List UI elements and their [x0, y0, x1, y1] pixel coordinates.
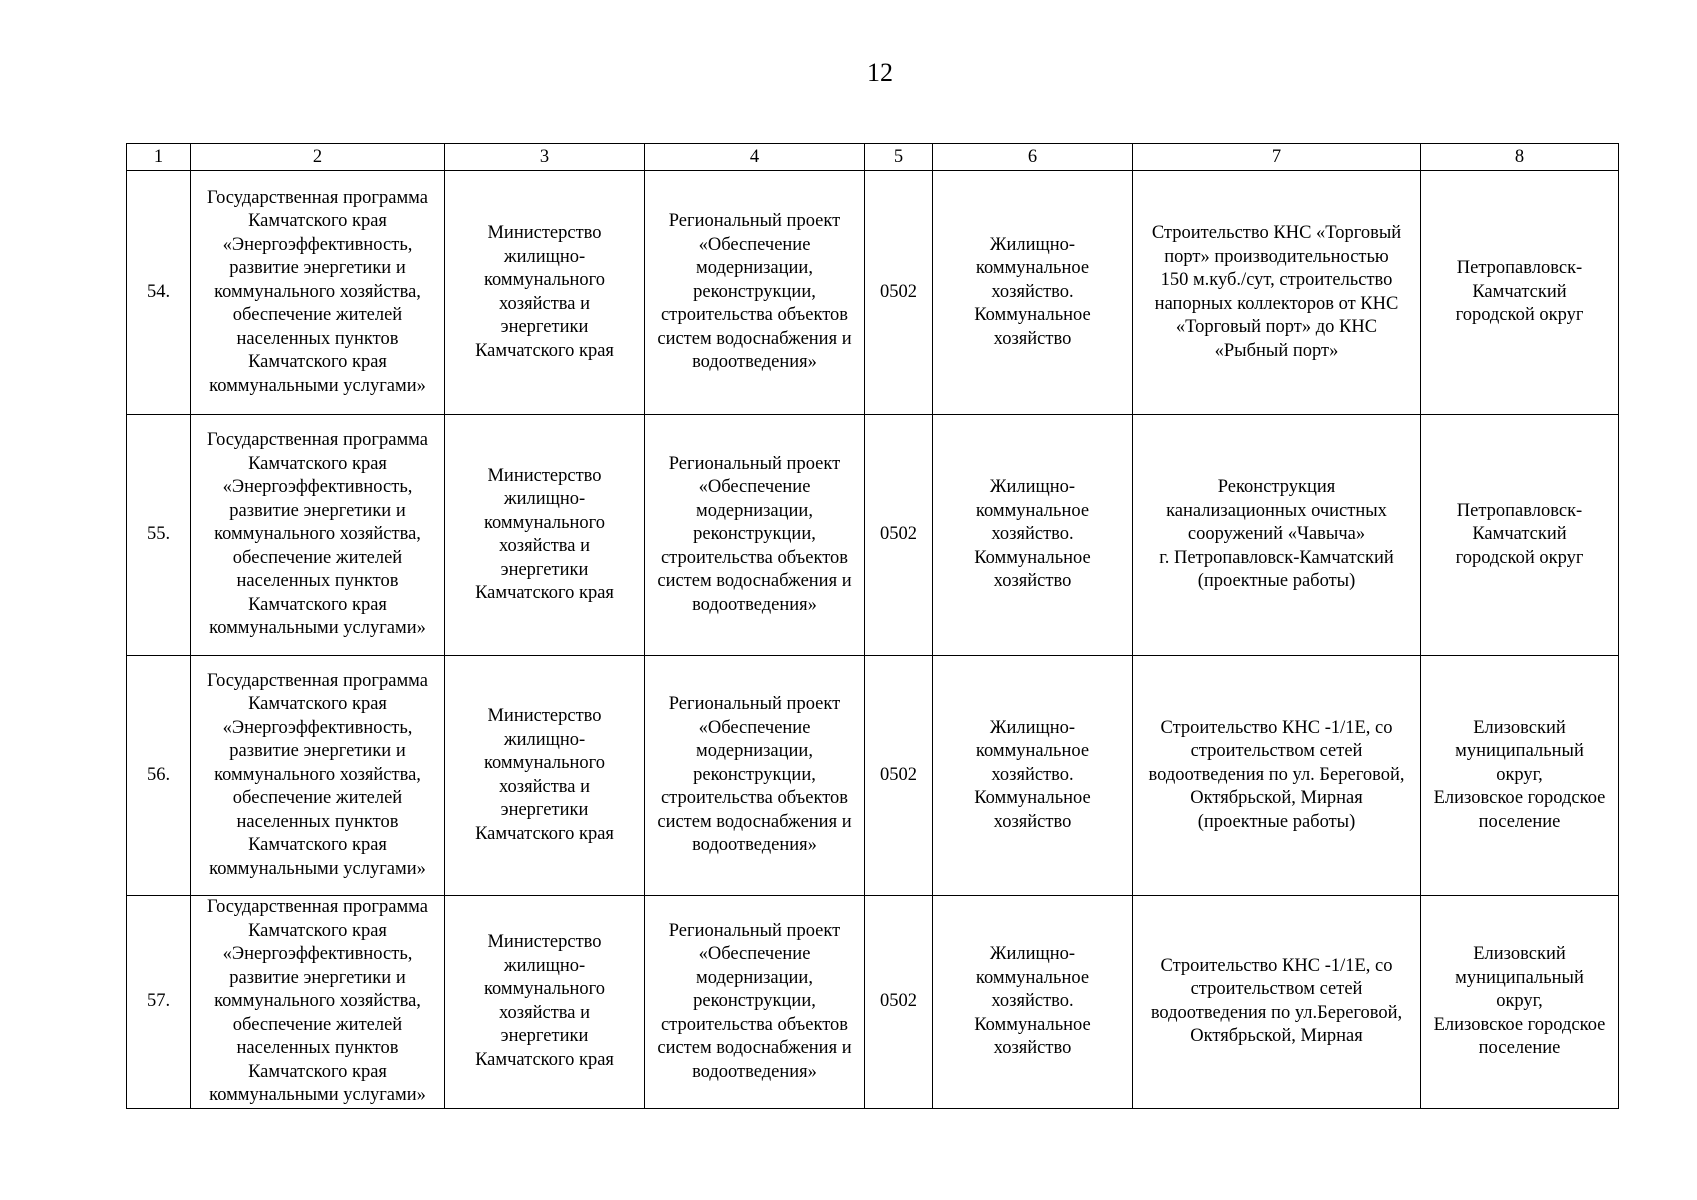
column-header-6: 6: [933, 144, 1133, 171]
program-text: Государственная программа Камчатского края «Энергоэффективность, развитие энергетики и коммунального хозяйства, обеспечение жителей населенных пунктов Камчатского края коммунальными услугами»: [207, 897, 428, 1105]
ministry-cell: [445, 896, 645, 1109]
column-header-4: 4: [645, 144, 865, 171]
municipality-cell: [1421, 896, 1619, 1109]
code-text: 0502: [880, 764, 917, 785]
project-text: Региональный проект «Обеспечение модернизации, реконструкции, строительства объектов систем водоснабжения и водоотведения»: [657, 920, 852, 1082]
object-text: Строительство КНС «Торговый порт» производительностью 150 м.куб./сут, строительство напорных коллекторов от КНС «Торговый порт» до КНС «Рыбный порт»: [1151, 223, 1402, 361]
project-text: Региональный проект «Обеспечение модернизации, реконструкции, строительства объектов систем водоснабжения и водоотведения»: [657, 453, 852, 615]
ministry-text: Министерство жилищно- коммунального хозяйства и энергетики Камчатского края: [475, 932, 614, 1070]
row-number-cell: [127, 415, 191, 656]
project-cell: [645, 171, 865, 415]
object-cell: [1133, 656, 1421, 896]
code-text: 0502: [880, 524, 917, 545]
section-text: Жилищно- коммунальное хозяйство. Коммунальное хозяйство: [974, 477, 1091, 592]
municipality-text: Елизовский муниципальный округ, Елизовское городское поселение: [1433, 717, 1606, 832]
row-number: 55.: [146, 524, 171, 545]
program-cell: [191, 415, 445, 656]
ministry-cell: [445, 171, 645, 415]
row-number-cell: [127, 896, 191, 1109]
object-cell: [1133, 415, 1421, 656]
municipality-text: Петропавловск- Камчатский городской округ: [1455, 258, 1584, 326]
page-number: 12: [867, 58, 893, 87]
program-text: Государственная программа Камчатского края «Энергоэффективность, развитие энергетики и коммунального хозяйства, обеспечение жителей населенных пунктов Камчатского края коммунальными услугами»: [207, 670, 428, 879]
program-cell: [191, 896, 445, 1109]
ministry-text: Министерство жилищно- коммунального хозяйства и энергетики Камчатского края: [475, 706, 614, 844]
row-number: 54.: [146, 281, 171, 302]
program-cell: [191, 656, 445, 896]
column-header-5: 5: [865, 144, 933, 171]
code-cell: [865, 171, 933, 415]
row-number-cell: [127, 171, 191, 415]
column-header-2: 2: [191, 144, 445, 171]
program-cell: [191, 171, 445, 415]
municipality-cell: [1421, 415, 1619, 656]
table-row: [127, 171, 1619, 415]
column-header-8: 8: [1421, 144, 1619, 171]
section-cell: [933, 896, 1133, 1109]
ministry-cell: [445, 415, 645, 656]
project-cell: [645, 656, 865, 896]
object-text: Строительство КНС -1/1Е, со строительством сетей водоотведения по ул.Береговой, Октябрьской, Мирная: [1150, 955, 1403, 1047]
object-cell: [1133, 896, 1421, 1109]
project-cell: [645, 415, 865, 656]
program-text: Государственная программа Камчатского края «Энергоэффективность, развитие энергетики и коммунального хозяйства, обеспечение жителей населенных пунктов Камчатского края коммунальными услугами»: [207, 430, 428, 639]
column-header-7: 7: [1133, 144, 1421, 171]
section-text: Жилищно- коммунальное хозяйство. Коммунальное хозяйство: [974, 944, 1091, 1058]
table-row: [127, 896, 1619, 1109]
document-table: [126, 143, 1619, 1109]
code-cell: [865, 896, 933, 1109]
table-row: [127, 656, 1619, 896]
section-cell: [933, 656, 1133, 896]
table-header-row: [127, 144, 1619, 171]
project-text: Региональный проект «Обеспечение модернизации, реконструкции, строительства объектов систем водоснабжения и водоотведения»: [657, 211, 852, 373]
code-cell: [865, 415, 933, 656]
row-number: 57.: [146, 991, 171, 1011]
object-text: Строительство КНС -1/1Е, со строительством сетей водоотведения по ул. Береговой, Октябрьской, Мирная (проектные работы): [1148, 717, 1405, 832]
municipality-text: Петропавловск- Камчатский городской округ: [1455, 500, 1584, 568]
column-header-3: 3: [445, 144, 645, 171]
ministry-cell: [445, 656, 645, 896]
object-cell: [1133, 171, 1421, 415]
table-row: [127, 415, 1619, 656]
municipality-text: Елизовский муниципальный округ, Елизовское городское поселение: [1433, 944, 1606, 1058]
ministry-text: Министерство жилищно- коммунального хозяйства и энергетики Камчатского края: [475, 465, 614, 603]
row-number: 56.: [146, 764, 171, 785]
code-text: 0502: [880, 991, 917, 1011]
object-text: Реконструкция канализационных очистных сооружений «Чавыча» г. Петропавловск-Камчатский (проектные работы): [1159, 477, 1394, 592]
section-cell: [933, 415, 1133, 656]
municipality-cell: [1421, 656, 1619, 896]
project-cell: [645, 896, 865, 1109]
ministry-text: Министерство жилищно- коммунального хозяйства и энергетики Камчатского края: [475, 223, 614, 361]
section-text: Жилищно- коммунальное хозяйство. Коммунальное хозяйство: [974, 717, 1091, 832]
program-text: Государственная программа Камчатского края «Энергоэффективность, развитие энергетики и коммунального хозяйства, обеспечение жителей населенных пунктов Камчатского края коммунальными услугами»: [207, 187, 428, 396]
column-header-1: 1: [127, 144, 191, 171]
section-cell: [933, 171, 1133, 415]
code-cell: [865, 656, 933, 896]
code-text: 0502: [880, 281, 917, 302]
row-number-cell: [127, 656, 191, 896]
municipality-cell: [1421, 171, 1619, 415]
section-text: Жилищно- коммунальное хозяйство. Коммунальное хозяйство: [974, 234, 1091, 349]
project-text: Региональный проект «Обеспечение модернизации, реконструкции, строительства объектов систем водоснабжения и водоотведения»: [657, 694, 852, 856]
